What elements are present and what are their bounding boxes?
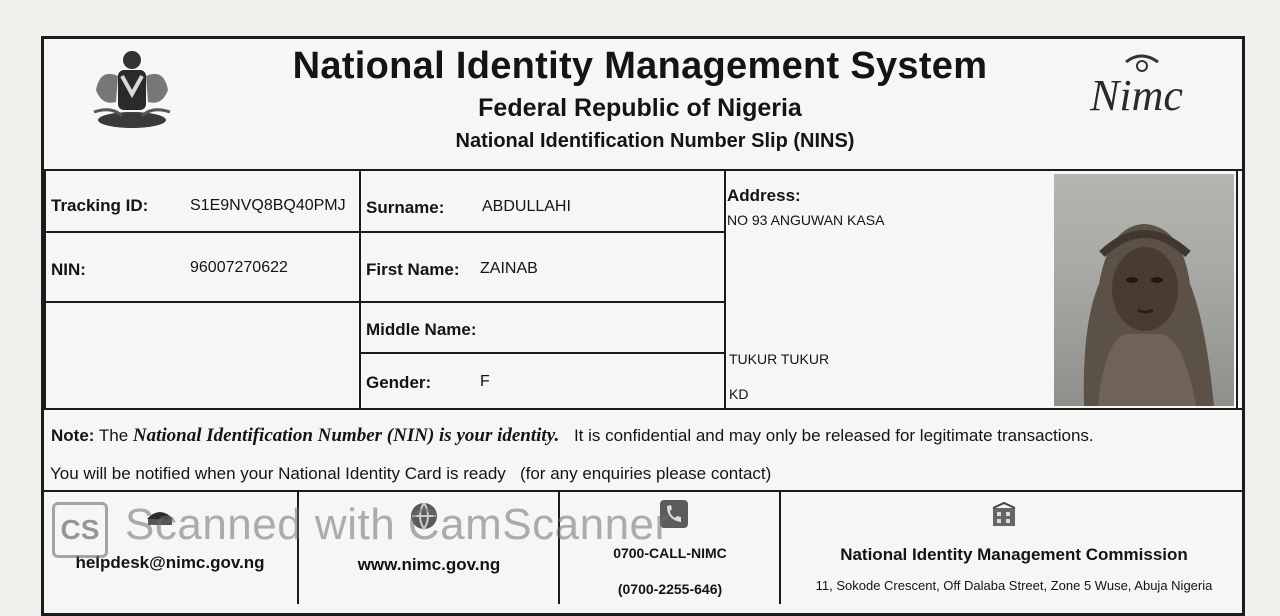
page-title: National Identity Management System <box>292 45 988 87</box>
nin-label: NIN: <box>51 260 86 279</box>
footer-email: helpdesk@nimc.gov.ng <box>75 553 265 572</box>
footer-org-name: National Identity Management Commission <box>840 545 1188 564</box>
row-divider-3 <box>360 352 726 354</box>
address-label: Address: <box>727 186 801 205</box>
details-divider <box>41 408 1245 410</box>
address-line-1: NO 93 ANGUWAN KASA <box>727 212 885 228</box>
nimc-logo-text: Nimc <box>1090 71 1183 120</box>
first-name-value: ZAINAB <box>480 260 538 277</box>
col-divider-1 <box>359 170 361 409</box>
surname-label: Surname: <box>366 198 445 217</box>
camscanner-logo: CS <box>52 502 108 558</box>
row-divider-1 <box>44 231 726 233</box>
gender-label: Gender: <box>366 373 432 392</box>
footer-phone-1: 0700-CALL-NIMC <box>613 545 727 561</box>
note-suffix: It is confidential and may only be released for legitimate transactions. <box>573 426 1094 445</box>
header-divider <box>41 169 1245 171</box>
slip-title: National Identification Number Slip (NINS) <box>455 130 855 152</box>
row-divider-2 <box>44 301 726 303</box>
passport-photo <box>1054 174 1234 406</box>
tracking-id-value: S1E9NVQ8BQ40PMJ <box>190 197 346 214</box>
first-name-label: First Name: <box>366 260 460 279</box>
nin-value: 96007270622 <box>190 259 288 276</box>
address-line-2: TUKUR TUKUR <box>729 351 830 367</box>
middle-name-label: Middle Name: <box>366 320 477 339</box>
note-line-1 <box>51 425 1094 447</box>
footer-phone-2: (0700-2255-646) <box>617 581 723 597</box>
footer-website: www.nimc.gov.ng <box>357 555 501 574</box>
note-label: Note: <box>51 426 95 445</box>
left-border <box>44 170 46 409</box>
note-divider <box>41 490 1245 492</box>
note-prefix: The <box>98 426 129 445</box>
gender-value: F <box>480 373 490 390</box>
page-subtitle: Federal Republic of Nigeria <box>478 94 802 122</box>
footer-org-address: 11, Sokode Crescent, Off Dalaba Street, Zone 5 Wuse, Abuja Nigeria <box>815 578 1213 593</box>
nimc-logo-icon <box>1086 48 1196 128</box>
right-border-inner <box>1236 170 1238 409</box>
note-emphasis: National Identification Number (NIN) is your identity. <box>132 425 560 446</box>
note-line-2: You will be notified when your National Identity Card is ready (for any enquiries please contact) <box>50 464 772 483</box>
building-icon <box>990 502 1018 528</box>
tracking-id-label: Tracking ID: <box>51 196 149 215</box>
address-line-3: KD <box>729 386 749 402</box>
col-divider-2 <box>724 170 726 409</box>
camscanner-watermark: Scanned with CamScanner <box>125 500 670 549</box>
surname-value: ABDULLAHI <box>482 198 571 215</box>
